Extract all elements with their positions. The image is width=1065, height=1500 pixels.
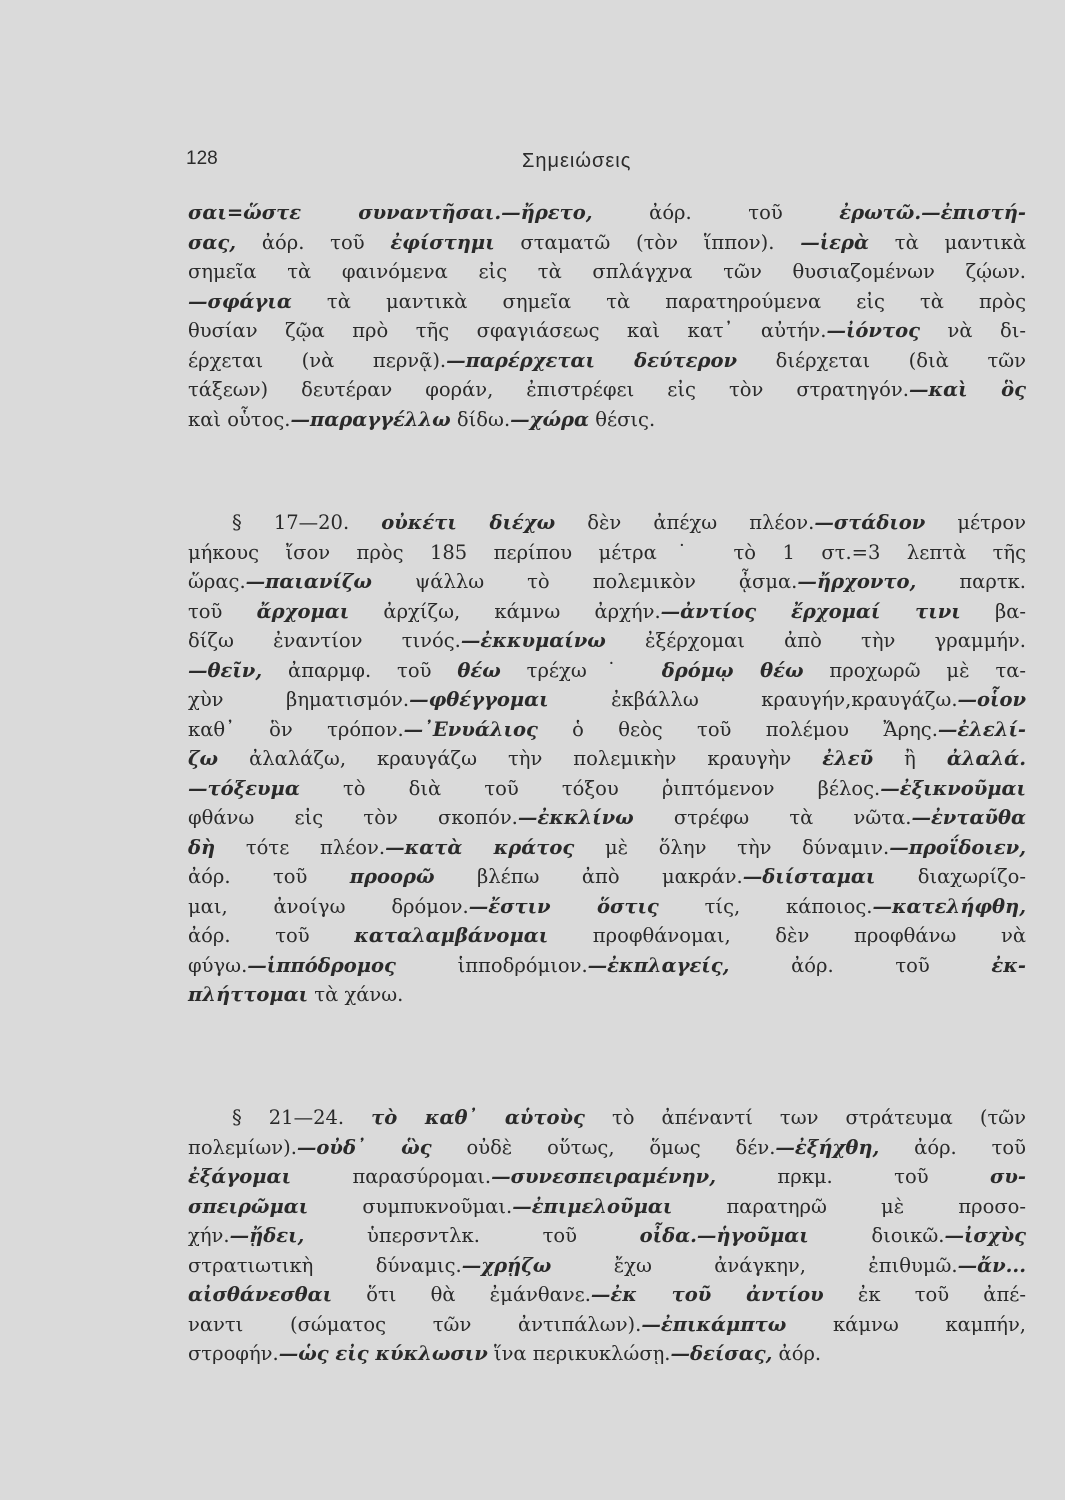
gloss-text: ἀρχίζω, κάμνω ἀρχήν. [349,599,661,623]
text-line [188,980,1026,1010]
gloss-text: προφθάνομαι, δὲν προφθάνω νὰ [548,924,1027,947]
gloss-text: προχωρῶ μὲ τα- [803,658,1026,682]
gloss-text: ἀόρ. τοῦ [188,865,350,888]
lemma-term: ἐλεῦ [822,747,874,770]
text-line [188,626,1026,656]
notes-section-1 [188,198,1026,434]
gloss-text: ὁ θεὸς τοῦ πολέμου Ἄρης. [537,717,938,741]
gloss-text: χήν. [188,1224,230,1247]
text-line [188,1162,1026,1192]
text-line [188,375,1026,405]
gloss-text: ἀόρ. τοῦ [879,1135,1027,1159]
text-line [188,1339,1026,1369]
lemma-term: —ᾔδει, [229,1224,305,1247]
gloss-text: ἀόρ. τοῦ [592,201,840,224]
text-line [188,774,1026,804]
gloss-text: στροφήν. [188,1342,279,1365]
gloss-text: ψάλλω τὸ πολεμικὸν ᾆσμα. [371,570,798,593]
gloss-text: ὑπερσντλκ. τοῦ [304,1224,640,1247]
lemma-term: σπειρῶμαι [188,1194,309,1218]
gloss-text: τότε πλέον. [215,835,386,859]
gloss-text: τάξεων) δευτέραν φοράν, ἐπιστρέφει εἰς τὸν στρατηγόν. [188,378,909,401]
gloss-text: ἐξέρχομαι ἀπὸ τὴν γραμμήν. [605,629,1026,652]
lemma-term: δρόμῳ θέω [661,658,804,682]
lemma-term: —ἔστιν ὅστις [468,894,659,918]
lemma-term: ἐκ- [991,953,1026,977]
text-line [188,1221,1026,1251]
lemma-term: —σφάγια [188,289,292,313]
text-line [188,508,1026,538]
lemma-term: —διίσταμαι [742,865,876,888]
text-line [188,715,1026,745]
lemma-term: —οὐδ᾿ ὣς [296,1135,432,1159]
gloss-text: καὶ οὗτος. [188,407,291,431]
lemma-term: —προΐδοιεν, [889,835,1026,859]
gloss-text: πολεμίων). [188,1135,297,1159]
text-line [188,257,1026,287]
lemma-term: σαι=ὥστε συναντῆσαι.—ἤρετο, [188,201,593,224]
notes-section-17-20 [188,508,1026,1010]
gloss-text: τὸ ἀπέναντί των στράτευμα (τῶν [584,1106,1026,1129]
gloss-text: βα- [960,599,1026,623]
lemma-term: —φθέγγομαι [409,688,549,711]
text-line [188,656,1026,686]
gloss-text: ἱπποδρόμιον. [395,953,588,977]
gloss-text: βλέπω ἀπὸ μακράν. [434,865,743,888]
gloss-text: ὥρας. [188,570,246,593]
gloss-text: παρατηρῶ μὲ προσο- [672,1194,1026,1218]
lemma-term: —ἐκπλαγείς, [587,953,730,977]
gloss-text: ἐκβάλλω κραυγήν,κραυγάζω. [548,688,958,711]
text-line [188,405,1026,435]
gloss-text: δίζω ἐναντίον τινός. [188,629,461,652]
text-line [188,862,1026,892]
lemma-term: —ἐκκλίνω [517,806,634,829]
gloss-text: τοῦ [188,599,257,623]
lemma-term: —ἱερὰ [800,230,869,254]
lemma-term: —καὶ ὃς [908,378,1026,401]
gloss-text: θέσις. [589,407,656,431]
lemma-term: ζω [188,747,219,770]
lemma-term: —ἐκ τοῦ ἀντίου [590,1283,824,1306]
lemma-term: —τόξευμα [188,776,300,800]
lemma-term: —παιανίζω [245,570,372,593]
gloss-text: ἀόρ. τοῦ [188,924,355,947]
gloss-text: πρκμ. τοῦ [715,1165,990,1188]
lemma-term: —ἡγοῦμαι [696,1224,809,1247]
lemma-term: δὴ [188,835,216,859]
gloss-text: νὰ δι- [919,319,1026,342]
gloss-text: τὰ μαντικὰ [869,230,1026,254]
lemma-term: —κατὰ κράτος [385,835,575,859]
text-line [188,567,1026,597]
text-line [188,228,1026,258]
gloss-text: ἀόρ. τοῦ [729,953,992,977]
gloss-text: μέτρον [925,511,1026,534]
gloss-text: § 17—20. [232,511,382,534]
gloss-text: ἔχω ἀνάγκην, ἐπιθυμῶ. [551,1253,958,1277]
lemma-term: —ἐπικάμπτω [641,1312,787,1336]
lemma-term: —παραγγέλλω [290,407,451,431]
text-line [188,316,1026,346]
lemma-term: ἐφίστημι [390,230,495,254]
lemma-term: —χώρα [510,407,590,431]
gloss-text: διοικῶ. [808,1224,945,1247]
lemma-term: προορῶ [349,865,435,888]
text-line [188,833,1026,863]
gloss-text: έρχεται (νὰ περνᾷ). [188,348,447,372]
gloss-text: μὲ ὅλην τὴν δύναμιν. [574,835,890,859]
lemma-term: οἶδα. [639,1224,697,1247]
lemma-term: —ἐνταῦθα [911,806,1027,829]
gloss-text: χὺν βηματισμόν. [188,688,410,711]
lemma-term: ἐξάγομαι [188,1165,292,1188]
gloss-text: διέρχεται (διὰ τῶν [737,348,1026,372]
page-header [186,148,1026,178]
lemma-term: —ἐλελί- [937,717,1026,741]
lemma-term: —ἐξικνοῦμαι [880,776,1026,800]
gloss-text: οὐδὲ οὕτως, ὅμως δέν. [431,1135,776,1159]
gloss-text: ἵνα περικυκλώσῃ. [487,1342,671,1365]
gloss-text: ἀπαρμφ. τοῦ [262,658,458,682]
lemma-term: —θεῖν, [188,658,263,682]
gloss-text: ναντι (σώματος τῶν ἀντιπάλων). [188,1312,642,1336]
gloss-text: ὅτι θὰ ἐμάνθανε. [332,1283,591,1306]
gloss-text: ἀλαλάζω, κραυγάζω τὴν πολεμικὴν κραυγὴν [218,747,823,770]
lemma-term: —ἐξήχθη, [775,1135,880,1159]
text-line [188,892,1026,922]
gloss-text: φύγω. [188,953,248,977]
gloss-text: ἐκ τοῦ ἀπέ- [823,1283,1026,1306]
lemma-term: καταλαμβάνομαι [354,924,549,947]
text-line [188,744,1026,774]
text-line [188,538,1026,568]
lemma-term: —ἐκκυμαίνω [460,629,606,652]
gloss-text: τὸ διὰ τοῦ τόξου ῥιπτόμενον βέλος. [299,776,881,800]
gloss-text: τίς, κάποιος. [658,894,873,918]
gloss-text: σημεῖα τὰ φαινόμενα εἰς τὰ σπλάγχνα τῶν θυσιαζομένων ζῴων. [188,260,1026,283]
gloss-text: ἀόρ. τοῦ [236,230,391,254]
text-line [188,951,1026,981]
text-line [188,1103,1026,1133]
text-line [188,803,1026,833]
gloss-text: τρέχω˙ [500,658,662,682]
lemma-term: ἐρωτῶ.—ἐπιστή- [839,201,1026,224]
lemma-term: —ἐπιμελοῦμαι [512,1194,673,1218]
text-line [188,1133,1026,1163]
gloss-text: παρτκ. [916,570,1026,593]
text-line [188,685,1026,715]
gloss-text: μήκους ἴσον πρὸς 185 περίπου μέτρα˙ τὸ 1 στ.=3 λεπτὰ τῆς [188,540,1026,564]
gloss-text: μαι, ἀνοίγω δρόμον. [188,894,469,918]
text-line [188,287,1026,317]
lemma-term: πλήττομαι [188,983,309,1006]
lemma-term: —ἄν... [957,1253,1027,1277]
gloss-text: διαχωρίζο- [875,865,1026,888]
lemma-term: —παρέρχεται δεύτερον [446,348,738,372]
gloss-text: συμπυκνοῦμαι. [308,1194,513,1218]
text-line [188,597,1026,627]
text-line [188,198,1026,228]
lemma-term: —δείσας, [670,1342,773,1365]
gloss-text: κάμνω καμπήν, [786,1312,1026,1336]
gloss-text: καθ᾿ ὃν τρόπον. [188,717,404,741]
gloss-text: ἢ [873,747,947,770]
lemma-term: συ- [989,1165,1026,1188]
gloss-text: στρατιωτικὴ δύναμις. [188,1253,462,1277]
lemma-term: ἀλαλά. [946,747,1026,770]
lemma-term: —στάδιον [814,511,926,534]
lemma-term: —ἰσχὺς [944,1224,1026,1247]
gloss-text: φθάνω εἰς τὸν σκοπόν. [188,806,518,829]
text-line [188,1310,1026,1340]
text-line [188,1192,1026,1222]
text-line [188,1251,1026,1281]
lemma-term: —ὡς εἰς κύκλωσιν [278,1342,488,1365]
lemma-term: οὐκέτι διέχω [381,511,556,534]
text-line [188,346,1026,376]
gloss-text: παρασύρομαι. [291,1165,492,1188]
lemma-term: ἄρχομαι [256,599,350,623]
gloss-text: § 21—24. [232,1106,372,1129]
lemma-term: —᾿Ενυάλιος [403,717,538,741]
gloss-text: τὰ χάνω. [308,983,404,1006]
notes-section-21-24 [188,1103,1026,1369]
gloss-text: τὰ μαντικὰ σημεῖα τὰ παρατηρούμενα εἰς τὰ πρὸς [291,289,1026,313]
lemma-term: —συνεσπειραμένην, [491,1165,716,1188]
gloss-text: δίδω. [450,407,511,431]
lemma-term: —χρῄζω [461,1253,552,1277]
gloss-text: στρέφω τὰ νῶτα. [633,806,912,829]
gloss-text: δὲν ἀπέχω πλέον. [555,511,815,534]
lemma-term: θέω [457,658,501,682]
lemma-term: τὸ καθ᾿ αὑτοὺς [371,1106,585,1129]
running-title: Σημειώσεις [522,150,632,172]
text-line [188,921,1026,951]
lemma-term: —ἱππόδρομος [247,953,396,977]
lemma-term: —οἷον [957,688,1027,711]
gloss-text: θυσίαν ζῷα πρὸ τῆς σφαγιάσεως καὶ κατ᾿ αὐτήν. [188,319,827,342]
page-number: 128 [186,148,218,169]
lemma-term: —κατελήφθη, [872,894,1026,918]
lemma-term: —ἀντίος ἔρχομαί τινι [660,599,961,623]
gloss-text: σταματῶ (τὸν ἵππον). [494,230,801,254]
lemma-term: αἰσθάνεσθαι [188,1283,333,1306]
lemma-term: σας, [188,230,237,254]
lemma-term: —ἤρχοντο, [797,570,917,593]
text-line [188,1280,1026,1310]
lemma-term: —ἰόντος [826,319,920,342]
gloss-text: ἀόρ. [772,1342,822,1365]
